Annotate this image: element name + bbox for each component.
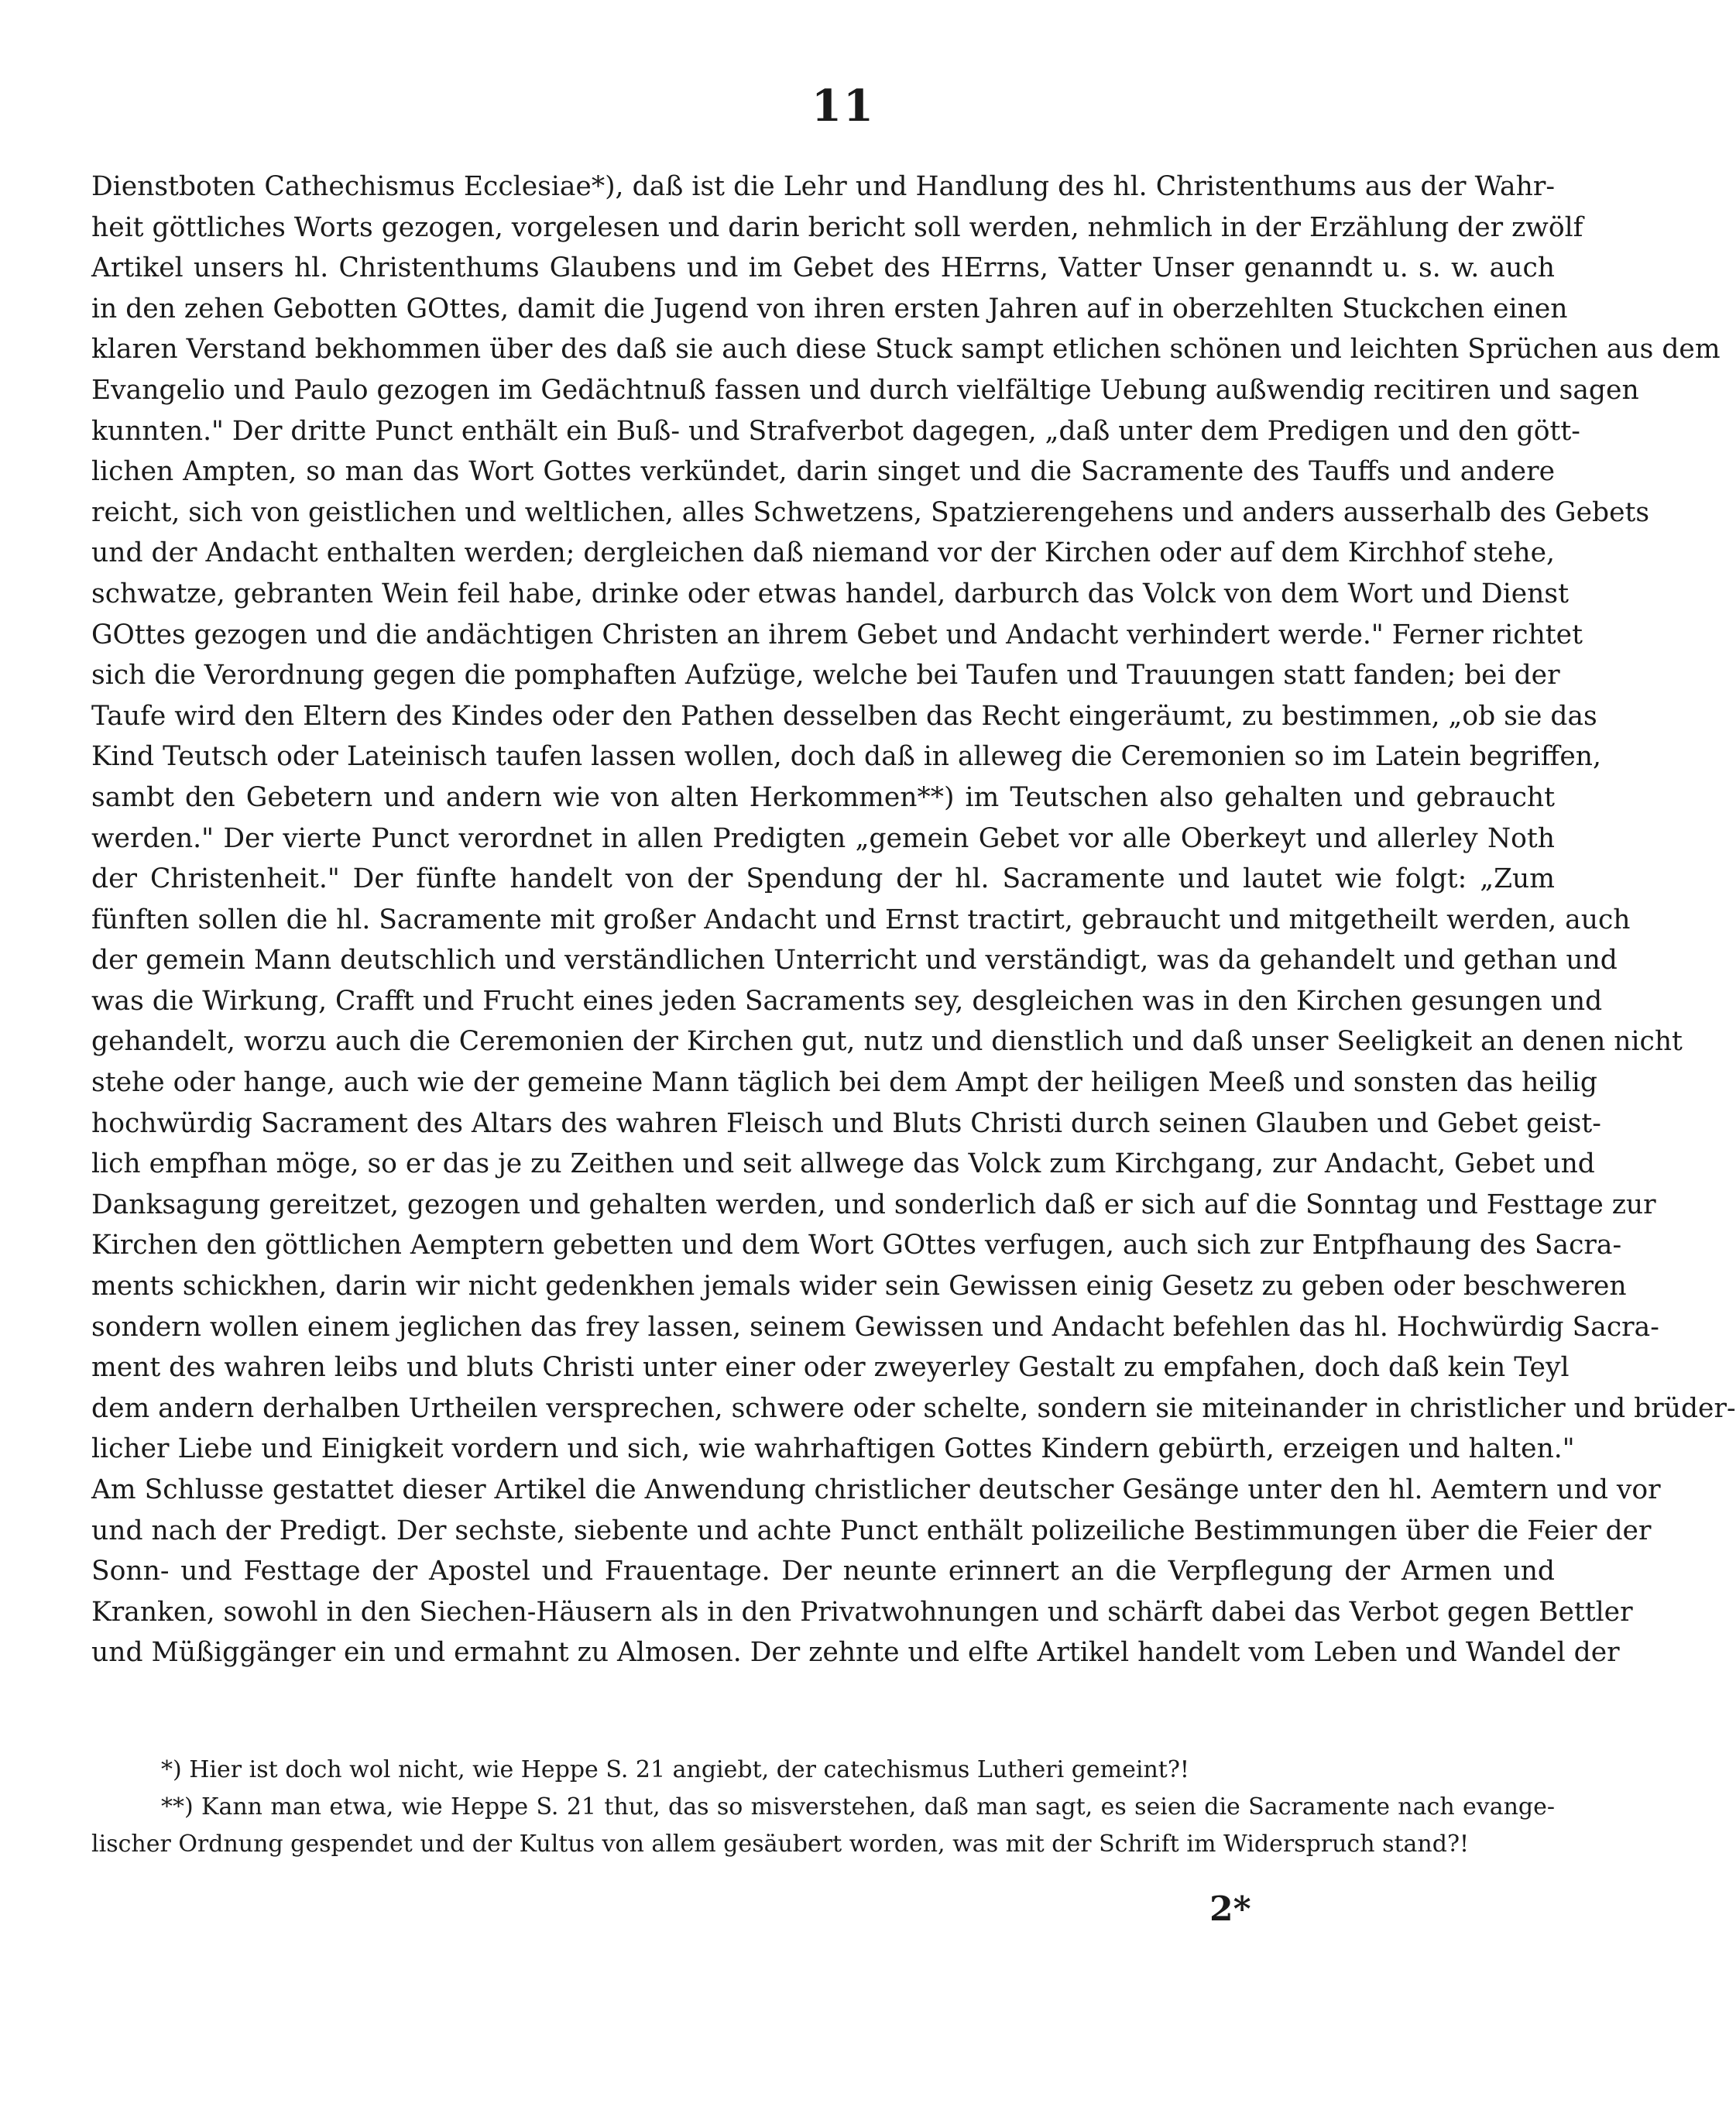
footnote-1 [91, 1752, 1555, 1789]
text-line: lichen Ampten, so man das Wort Gottes verkündet, darin singet und die Sacramente des Tauffs und andere [91, 456, 1555, 488]
text-line: licher Liebe und Einigkeit vordern und sich, wie wahrhaftigen Gottes Kindern gebürth, erzeigen und halten." [91, 1433, 1575, 1465]
text-line: und Müßiggänger ein und ermahnt zu Almosen. Der zehnte und elfte Artikel handelt vom Leben und Wandel der [91, 1637, 1620, 1669]
text-line: was die Wirkung, Crafft und Frucht eines jeden Sacraments sey, desgleichen was in den Kirchen gesungen und [91, 985, 1603, 1017]
footnotes [91, 1752, 1555, 1863]
text-line: Kirchen den göttlichen Aemptern gebetten und dem Wort GOttes verfugen, auch sich zur Entpfhaung des Sacra- [91, 1230, 1622, 1261]
text-line: gehandelt, worzu auch die Ceremonien der Kirchen gut, nutz und dienstlich und daß unser Seeligkeit an denen nicht [91, 1026, 1683, 1058]
text-line: heit göttliches Worts gezogen, vorgelesen und darin bericht soll werden, nehmlich in der Erzählung der zwölf [91, 211, 1583, 243]
text-line: und der Andacht enthalten werden; dergleichen daß niemand vor der Kirchen oder auf dem Kirchhof stehe, [91, 537, 1555, 569]
text-line: sondern wollen einem jeglichen das frey lassen, seinem Gewissen und Andacht befehlen das hl. Hochwürdig Sacra- [91, 1311, 1659, 1343]
text-line: der Christenheit." Der fünfte handelt von der Spendung der hl. Sacramente und lautet wie folgt: „Zum [91, 863, 1555, 895]
footnote-2-line-1: **) Kann man etwa, wie Heppe S. 21 thut, das so misverstehen, daß man sagt, es seien die Sacramente nach evange- [161, 1793, 1555, 1820]
text-line: schwatze, gebranten Wein feil habe, drinke oder etwas handel, darburch das Volck von dem Wort und Dienst [91, 578, 1569, 609]
text-line: Kranken, sowohl in den Siechen-Häusern als in den Privatwohnungen und schärft dabei das Verbot gegen Bettler [91, 1596, 1633, 1628]
text-line: kunnten." Der dritte Punct enthält ein Buß- und Strafverbot dagegen, „daß unter dem Predigen und den gött- [91, 415, 1580, 447]
footnote-2 [91, 1789, 1555, 1863]
text-line: und nach der Predigt. Der sechste, siebente und achte Punct enthält polizeiliche Bestimmungen über die Feier der [91, 1515, 1652, 1546]
text-line: dem andern derhalben Urtheilen versprechen, schwere oder schelte, sondern sie miteinander in christlicher und brüder- [91, 1392, 1736, 1424]
footnote-2-line-2: lischer Ordnung gespendet und der Kultus von allem gesäubert worden, was mit der Schrift im Widerspruch stand?! [91, 1831, 1470, 1858]
text-line: ments schickhen, darin wir nicht gedenkhen jemals wider sein Gewissen einig Gesetz zu geben oder beschweren [91, 1271, 1627, 1302]
body-text [91, 166, 1736, 1673]
text-line: sich die Verordnung gegen die pomphaften Aufzüge, welche bei Taufen und Trauungen statt fanden; bei der [91, 660, 1560, 691]
page-number: 11 [811, 81, 875, 132]
text-line: hochwürdig Sacrament des Altars des wahren Fleisch und Bluts Christi durch seinen Glauben und Gebet geist- [91, 1107, 1601, 1139]
text-line: reicht, sich von geistlichen und weltlichen, alles Schwetzens, Spatzierengehens und anders ausserhalb des Gebets [91, 496, 1650, 528]
text-line: werden." Der vierte Punct verordnet in allen Predigten „gemein Gebet vor alle Oberkeyt und allerley Noth [91, 822, 1555, 854]
text-line: Evangelio und Paulo gezogen im Gedächtnuß fassen und durch vielfältige Uebung außwendig recitiren und sagen [91, 374, 1639, 406]
text-line: Artikel unsers hl. Christenthums Glaubens und im Gebet des HErrns, Vatter Unser genanndt u. s. w. auch [91, 252, 1555, 284]
signature-mark: 2* [1209, 1889, 1251, 1929]
text-line: Sonn- und Festtage der Apostel und Frauentage. Der neunte erinnert an die Verpflegung der Armen und [91, 1556, 1555, 1587]
text-line: in den zehen Gebotten GOttes, damit die Jugend von ihren ersten Jahren auf in oberzehlten Stuckchen einen [91, 293, 1568, 324]
text-line: sambt den Gebetern und andern wie von alten Herkommen**) im Teutschen also gehalten und gebraucht [91, 781, 1555, 813]
text-line: stehe oder hange, auch wie der gemeine Mann täglich bei dem Ampt der heiligen Meeß und sonsten das heilig [91, 1067, 1597, 1099]
text-line: klaren Verstand bekhommen über des daß sie auch diese Stuck sampt etlichen schönen und leichten Sprüchen aus dem [91, 334, 1721, 365]
text-line: Am Schlusse gestattet dieser Artikel die Anwendung christlicher deutscher Gesänge unter den hl. Aemtern und vor [91, 1474, 1661, 1505]
text-line: der gemein Mann deutschlich und verständlichen Unterricht und verständigt, was da gehandelt und gethan und [91, 945, 1618, 976]
text-line: lich empfhan möge, so er das je zu Zeithen und seit allwege das Volck zum Kirchgang, zur Andacht, Gebet und [91, 1148, 1595, 1180]
text-line: Taufe wird den Eltern des Kindes oder den Pathen desselben das Recht eingeräumt, zu bestimmen, „ob sie das [91, 700, 1597, 732]
text-line: GOttes gezogen und die andächtigen Christen an ihrem Gebet und Andacht verhindert werde." Ferner richtet [91, 619, 1583, 650]
text-line: Kind Teutsch oder Lateinisch taufen lassen wollen, doch daß in alleweg die Ceremonien so im Latein begriffen, [91, 741, 1601, 773]
text-line: Danksagung gereitzet, gezogen und gehalten werden, und sonderlich daß er sich auf die Sonntag und Festtage zur [91, 1189, 1656, 1220]
text-line: ment des wahren leibs und bluts Christi unter einer oder zweyerley Gestalt zu empfahen, doch daß kein Teyl [91, 1352, 1570, 1384]
footnote-1-text: *) Hier ist doch wol nicht, wie Heppe S. 21 angiebt, der catechismus Lutheri gemeint?! [161, 1756, 1189, 1783]
text-line: fünften sollen die hl. Sacramente mit großer Andacht und Ernst tractirt, gebraucht und mitgetheilt werden, auch [91, 904, 1631, 935]
text-line: Dienstboten Cathechismus Ecclesiae*), daß ist die Lehr und Handlung des hl. Christenthums aus der Wahr- [91, 171, 1555, 202]
